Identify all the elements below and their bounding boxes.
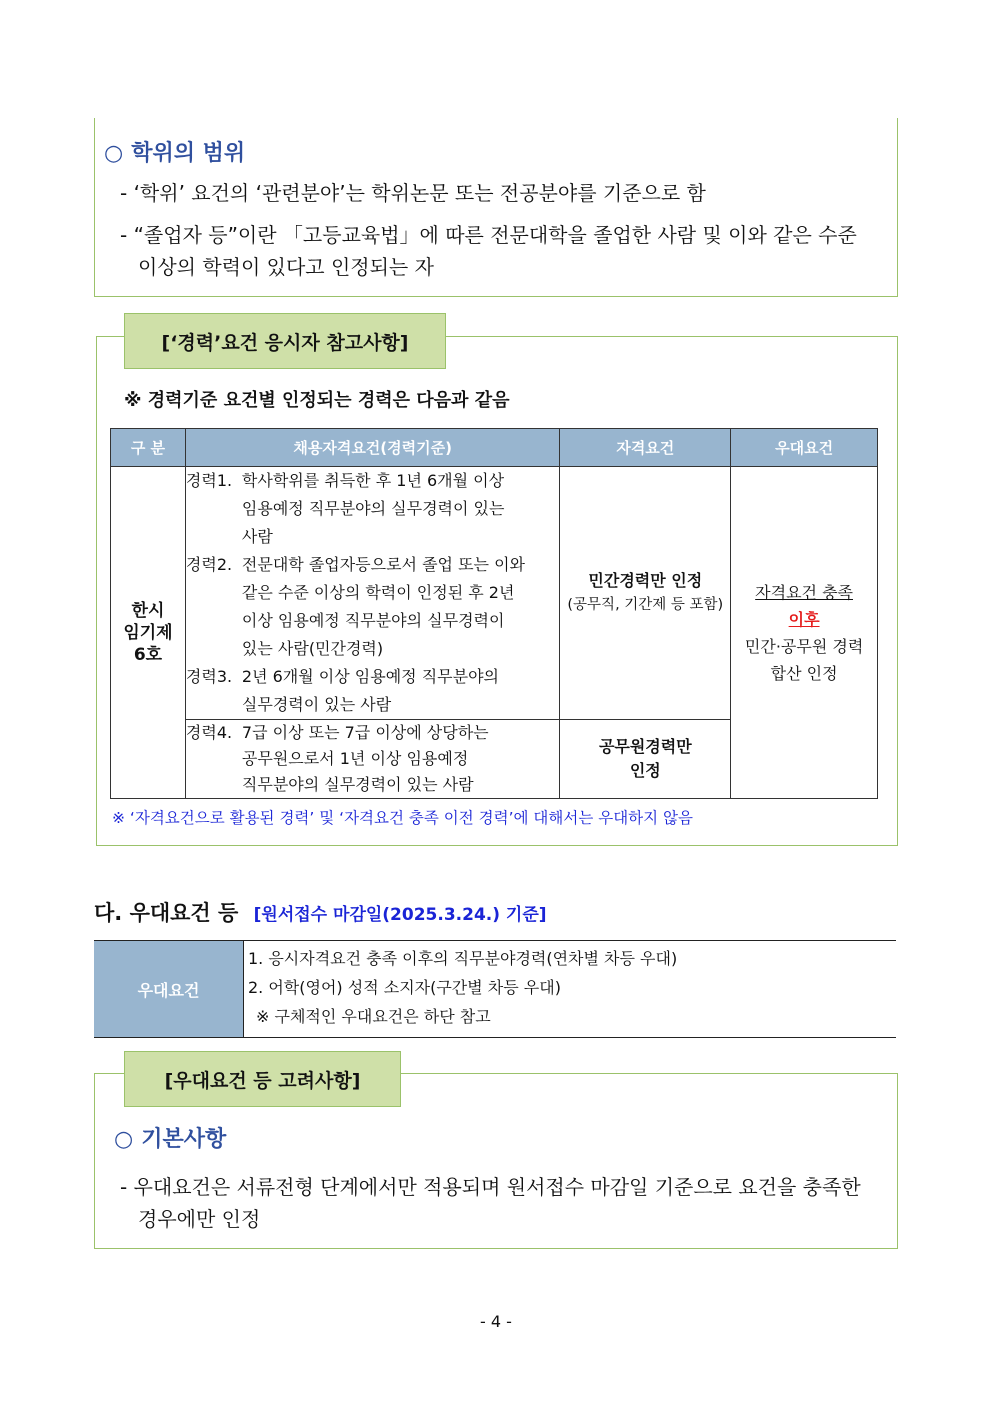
criteria-key: 경력1. bbox=[185, 471, 233, 490]
qualification-cell-1 bbox=[560, 467, 731, 720]
criteria-line: 2년 6개월 이상 임용예정 직무분야의 bbox=[241, 667, 499, 686]
section-da-title: 다. 우대요건 등 bbox=[94, 901, 239, 925]
circle-bullet-icon: ○ bbox=[104, 141, 124, 166]
pref-line-2: 경우에만 인정 bbox=[138, 1207, 261, 1231]
criteria-cell-group2 bbox=[185, 720, 560, 799]
criteria-key: 경력3. bbox=[185, 667, 233, 686]
preference-table bbox=[94, 940, 896, 1038]
qualification-cell-2 bbox=[560, 720, 731, 799]
criteria-line: 있는 사람(민간경력) bbox=[241, 639, 384, 658]
criteria-line: 직무분야의 실무경력이 있는 사람 bbox=[241, 775, 474, 794]
qualification-line: 공무원경력만 bbox=[598, 737, 692, 756]
criteria-value bbox=[242, 663, 560, 719]
qualification-line: 인정 bbox=[629, 761, 661, 780]
career-intro: ※ 경력기준 요건별 인정되는 경력은 다음과 같음 bbox=[124, 390, 510, 411]
career-tab: [‘경력’요건 응시자 참고사항] bbox=[124, 313, 446, 369]
criteria-line: 실무경력이 있는 사람 bbox=[241, 695, 392, 714]
criteria-item-1 bbox=[186, 467, 560, 551]
career-footnote: ※ ‘자격요건으로 활용된 경력’ 및 ‘자격요건 충족 이전 경력’에 대해서는 우대하지 않음 bbox=[112, 809, 694, 827]
qualification-main: 민간경력만 인정 bbox=[588, 571, 703, 590]
criteria-item-2 bbox=[186, 551, 560, 663]
degree-item-2: - “졸업자 등”이란 「고등교육법」에 따른 전문대학을 졸업한 사람 및 이와 같은 수준 bbox=[120, 223, 857, 247]
category-line: 한시 bbox=[131, 600, 165, 621]
criteria-line: 7급 이상 또는 7급 이상에 상당하는 bbox=[241, 723, 489, 742]
pref-heading bbox=[114, 1122, 226, 1153]
criteria-line: 같은 수준 이상의 학력이 인정된 후 2년 bbox=[241, 583, 515, 602]
preference-highlight: 이후 bbox=[788, 609, 820, 629]
pref-tab: [우대요건 등 고려사항] bbox=[124, 1051, 401, 1107]
criteria-key: 경력4. bbox=[185, 723, 233, 742]
preference-table-items bbox=[244, 941, 896, 1037]
category-line: 임기제 bbox=[123, 622, 173, 643]
preference-note: ※ 구체적인 우대요건은 하단 참고 bbox=[256, 1007, 491, 1026]
criteria-cell-group1 bbox=[185, 467, 560, 720]
preference-line: 민간·공무원 경력 bbox=[744, 636, 864, 656]
degree-item-1: - ‘학위’ 요건의 ‘관련분야’는 학위논문 또는 전공분야를 기준으로 함 bbox=[120, 181, 706, 205]
section-da-basis: [원서접수 마감일(2025.3.24.) 기준] bbox=[253, 905, 547, 925]
category-cell bbox=[111, 467, 186, 799]
criteria-line: 공무원으로서 1년 이상 임용예정 bbox=[241, 749, 469, 768]
criteria-line: 전문대학 졸업자등으로서 졸업 또는 이와 bbox=[241, 555, 526, 574]
preference-item: 2. 어학(영어) 성적 소지자(구간별 차등 우대) bbox=[248, 978, 561, 997]
page-number: - 4 - bbox=[480, 1312, 512, 1331]
header-qualification: 자격요건 bbox=[560, 429, 731, 467]
career-table bbox=[110, 428, 878, 799]
criteria-line: 이상 임용예정 직무분야의 실무경력이 bbox=[241, 611, 505, 630]
qualification-sub: (공무직, 기간제 등 포함) bbox=[567, 597, 724, 613]
criteria-value bbox=[242, 467, 560, 551]
career-table-row-1 bbox=[111, 467, 878, 720]
criteria-value bbox=[242, 551, 560, 663]
category-line: 6호 bbox=[133, 644, 163, 665]
preference-item: 1. 응시자격요건 충족 이후의 직무분야경력(연차별 차등 우대) bbox=[248, 949, 678, 968]
circle-bullet-icon: ○ bbox=[114, 1127, 134, 1152]
criteria-value bbox=[242, 720, 560, 798]
criteria-item-4 bbox=[186, 720, 560, 798]
criteria-key: 경력2. bbox=[185, 555, 233, 574]
preference-table-label: 우대요건 bbox=[94, 941, 244, 1037]
degree-heading-text: 학위의 범위 bbox=[131, 141, 246, 166]
header-criteria: 채용자격요건(경력기준) bbox=[185, 429, 560, 467]
degree-heading bbox=[104, 136, 245, 167]
degree-item-2-cont: 이상의 학력이 있다고 인정되는 자 bbox=[138, 255, 434, 279]
career-table-header-row bbox=[111, 429, 878, 467]
criteria-item-3 bbox=[186, 663, 560, 719]
criteria-line: 학사학위를 취득한 후 1년 6개월 이상 bbox=[241, 471, 505, 490]
pref-heading-text: 기본사항 bbox=[141, 1127, 227, 1152]
preference-cell bbox=[731, 467, 878, 799]
criteria-line: 사람 bbox=[241, 527, 273, 546]
header-preference: 우대요건 bbox=[731, 429, 878, 467]
section-da-heading bbox=[94, 897, 547, 927]
preference-line: 합산 인정 bbox=[770, 663, 838, 683]
preference-line: 자격요건 충족 bbox=[755, 582, 853, 602]
header-category: 구 분 bbox=[111, 429, 186, 467]
pref-line-1: - 우대요건은 서류전형 단계에서만 적용되며 원서접수 마감일 기준으로 요건을 충족한 bbox=[120, 1175, 861, 1199]
criteria-line: 임용예정 직무분야의 실무경력이 있는 bbox=[241, 499, 505, 518]
